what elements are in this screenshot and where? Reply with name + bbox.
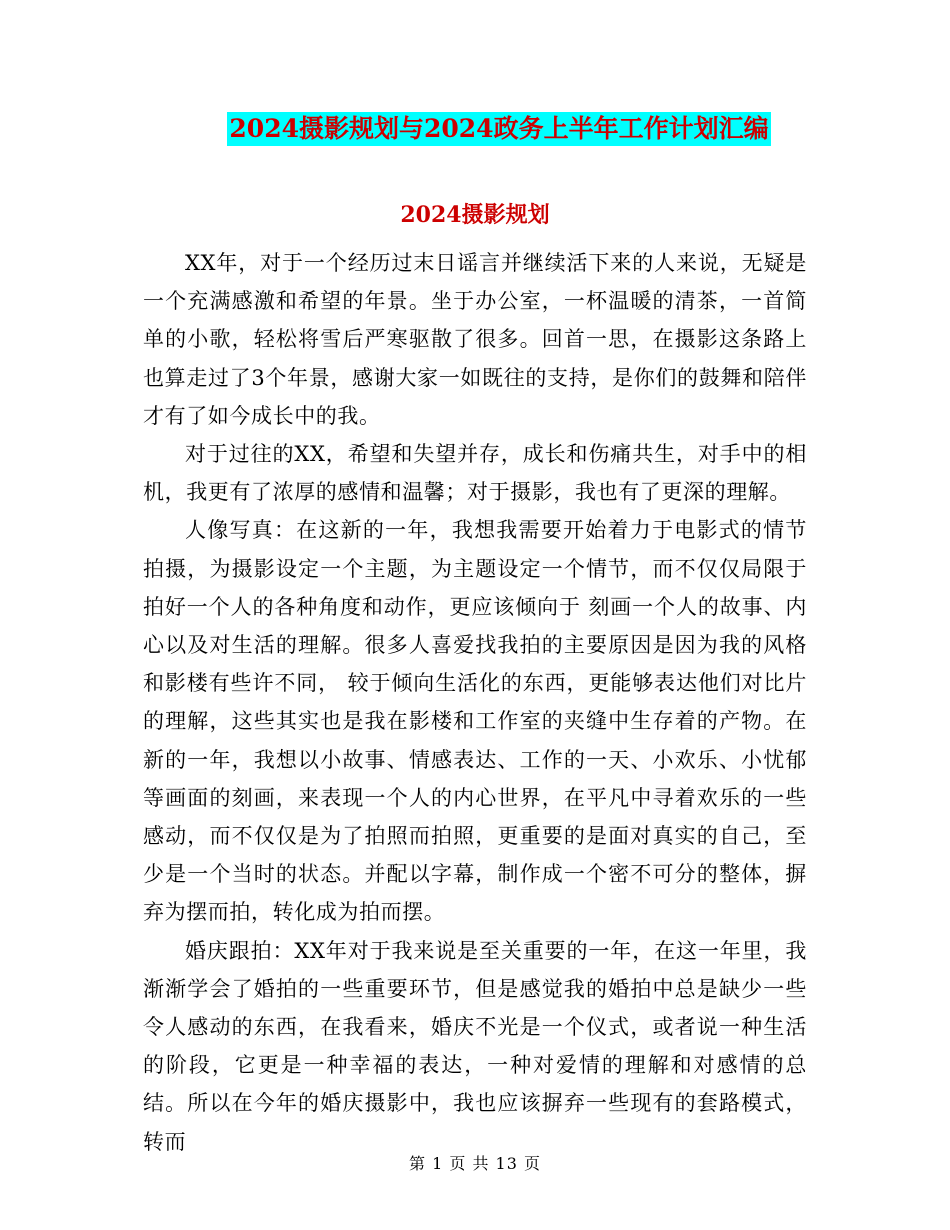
document-body [143,244,807,1161]
page-number-footer: 第 1 页 共 13 页 [409,1154,541,1173]
paragraph: 对于过往的XX，希望和失望并存，成长和伤痛共生，对手中的相机，我更有了浓厚的感情和温馨；对于摄影，我也有了更深的理解。 [143,442,807,505]
paragraph: 婚庆跟拍：XX年对于我来说是至关重要的一年，在这一年里，我渐渐学会了婚拍的一些重要环节，但是感觉我的婚拍中总是缺少一些令人感动的东西，在我看来，婚庆不光是一个仪式，或者说一种生活的阶段，它更是一种幸福的表达，一种对爱情的理解和对感情的总结。所以在今年的婚庆摄影中，我也应该摒弃一些现有的套路模式，转而 [143,938,807,1154]
section-title: 2024摄影规划 [400,202,550,228]
paragraph: 人像写真：在这新的一年，我想我需要开始着力于电影式的情节拍摄，为摄影设定一个主题，为主题设定一个情节，而不仅仅局限于拍好一个人的各种角度和动作，更应该倾向于 刻画一个人的故事、内心以及对生活的理解。很多人喜爱找我拍的主要原因是因为我的风格和影楼有些许不同， 较于倾向生活化的东西，更能够表达他们对比片的理解，这些其实也是我在影楼和工作室的夹缝中生存着的产物。在新的一年，我想以小故事、情感表达、工作的一天、小欢乐、小忧郁等画面的刻画，来表现一个人的内心世界，在平凡中寻着欢乐的一些感动，而不仅仅是为了拍照而拍照，更重要的是面对真实的自己，至少是一个当时的状态。并配以字幕，制作成一个密不可分的整体，摒弃为摆而拍，转化成为拍而摆。 [143,518,807,925]
document-title: 2024摄影规划与2024政务上半年工作计划汇编 [227,112,770,146]
document-title-container [0,112,950,146]
paragraph: XX年，对于一个经历过末日谣言并继续活下来的人来说，无疑是一个充满感激和希望的年景。坐于办公室，一杯温暖的清茶，一首简单的小歌，轻松将雪后严寒驱散了很多。回首一思，在摄影这条路上也算走过了3个年景，感谢大家一如既往的支持，是你们的鼓舞和陪伴才有了如今成长中的我。 [143,251,807,428]
